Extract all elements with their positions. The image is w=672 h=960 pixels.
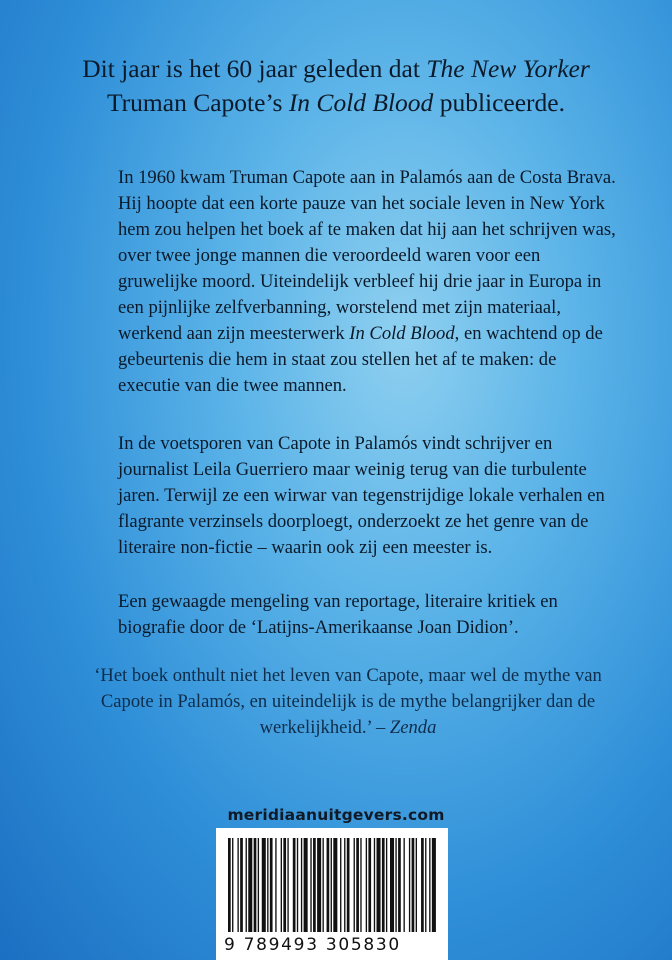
barcode-bar <box>377 838 381 932</box>
barcode-bar <box>323 838 324 932</box>
barcode-bar <box>356 838 359 932</box>
barcode-bar <box>275 838 276 932</box>
barcode-bar <box>366 838 367 932</box>
barcode-bar <box>327 838 330 932</box>
barcode-bar <box>283 838 286 932</box>
barcode-bar <box>262 838 266 932</box>
barcode-bar <box>354 838 355 932</box>
barcode-bar <box>246 838 247 932</box>
barcode-bar <box>331 838 332 932</box>
barcode-bar <box>398 838 401 932</box>
barcode-bar <box>267 838 268 932</box>
isbn-number: 9 789493 305830 <box>224 935 401 955</box>
intro-line-2-suffix: publiceerde. <box>433 88 565 117</box>
paragraph-capote-palamos <box>118 165 618 399</box>
barcode-bar <box>409 838 410 932</box>
intro-line-2-text: Truman Capote’s <box>107 88 289 117</box>
paragraph1-text-b: , en wachtend op de gebeurtenis die hem in staat zou stellen het af te maken: de executie van die twee mannen. <box>118 323 603 396</box>
barcode-bar <box>228 838 231 932</box>
barcode-bar <box>248 838 252 932</box>
barcode-bar <box>287 838 288 932</box>
quote-text: ‘Het boek onthult niet het leven van Capote, maar wel de mythe van Capote in Palamós, en uiteindelijk is de mythe belangrijker dan de werkelijkheid.’ – <box>94 665 602 738</box>
barcode-bar <box>254 838 257 932</box>
barcode-bar <box>429 838 430 932</box>
book-title-italic: In Cold Blood <box>288 88 434 117</box>
isbn-barcode <box>216 828 448 960</box>
barcode-bar <box>425 838 426 932</box>
barcode-bar <box>416 838 417 932</box>
intro-blurb <box>60 52 612 120</box>
barcode-bar <box>395 838 396 932</box>
barcode-bar <box>281 838 282 932</box>
barcode-bar <box>313 838 316 932</box>
barcode-bar <box>293 838 296 932</box>
intro-line-1 <box>60 52 612 86</box>
quote-source: Zenda <box>389 717 437 738</box>
barcode-bar <box>317 838 321 932</box>
press-quote <box>88 663 608 741</box>
paragraph1-book-title: In Cold Blood <box>349 323 455 344</box>
barcode-bar <box>333 838 337 932</box>
barcode-bar <box>344 838 345 932</box>
barcode-bar <box>240 838 243 932</box>
barcode-bars <box>226 838 438 934</box>
barcode-bar <box>301 838 302 932</box>
barcode-bar <box>232 838 233 932</box>
intro-line-2 <box>60 86 612 120</box>
barcode-bar <box>382 838 385 932</box>
paragraph1-text-a: In 1960 kwam Truman Capote aan in Palamós aan de Costa Brava. Hij hoopte dat een korte pauze van het sociale leven in New York hem zou helpen het boek af te maken dat hij aan het schrijven was, over twee jonge mannen die veroordeeld waren voor een gruwelijke moord. Uiteindelijk verbleef hij drie jaar in Europa in een pijnlijke zelfverbanning, worstelend met zijn materiaal, werkend aan zijn meesterwerk <box>118 167 616 344</box>
barcode-bar <box>421 838 424 932</box>
paragraph2-text: In de voetsporen van Capote in Palamós vindt schrijver en journalist Leila Guerriero maar weinig terug van die turbulente jaren. Terwijl ze een wirwar van tegenstrijdige lokale verhalen en flagrante verzinsels doorploegt, onderzoekt ze het genre van de literaire non-fictie – waarin ook zij een meester is. <box>118 433 605 558</box>
barcode-bar <box>258 838 259 932</box>
barcode-bar <box>412 838 415 932</box>
paragraph3-text: Een gewaagde mengeling van reportage, literaire kritiek en biografie door de ‘Latijns-Amerikaanse Joan Didion’. <box>118 591 558 638</box>
barcode-bar <box>340 838 341 932</box>
barcode-bar <box>304 838 308 932</box>
barcode-bar <box>368 838 371 932</box>
barcode-bar <box>404 838 405 932</box>
barcode-bar <box>270 838 273 932</box>
barcode-bar <box>390 838 394 932</box>
paragraph-summary <box>118 589 618 641</box>
barcode-bar <box>297 838 298 932</box>
barcode-bar <box>374 838 375 932</box>
barcode-bar <box>432 838 436 932</box>
paragraph-guerriero <box>118 431 618 561</box>
barcode-bar <box>386 838 387 932</box>
publisher-website: meridiaanuitgevers.com <box>227 806 445 824</box>
barcode-bar <box>237 838 238 932</box>
barcode-bar <box>360 838 361 932</box>
barcode-bar <box>310 838 311 932</box>
magazine-title: The New Yorker <box>426 54 590 83</box>
barcode-bar <box>347 838 350 932</box>
intro-line-1-text: Dit jaar is het 60 jaar geleden dat <box>82 54 427 83</box>
